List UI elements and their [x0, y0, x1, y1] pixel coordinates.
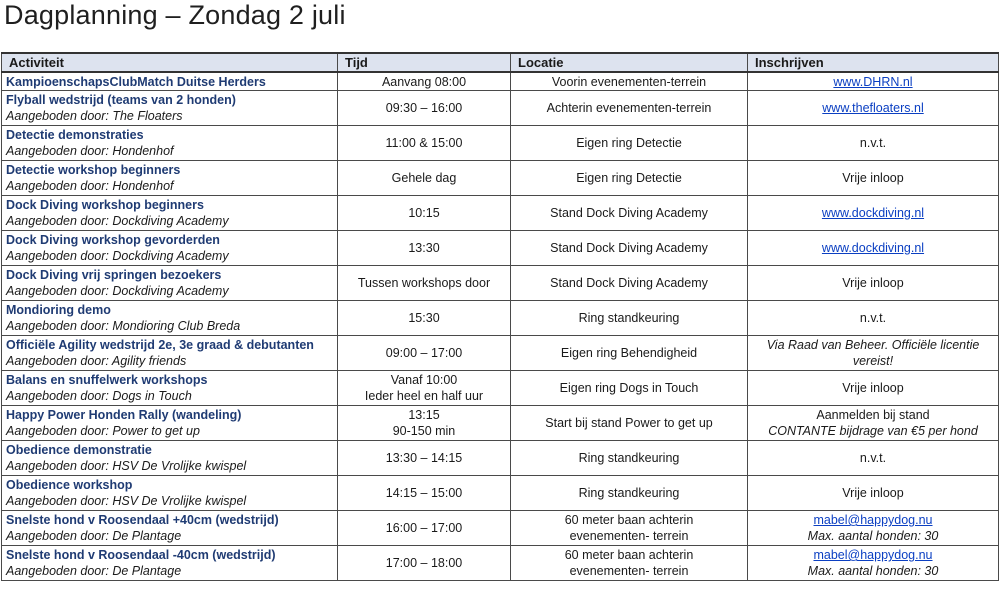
registration-link[interactable]: www.dockdiving.nl — [821, 206, 925, 220]
header-registration: Inschrijven — [748, 53, 999, 72]
table-row — [2, 72, 999, 91]
activity-provider: Aangeboden door: Dockdiving Academy — [6, 284, 229, 298]
location-text: Eigen ring Behendigheid — [560, 346, 698, 360]
location-text: Eigen ring Dogs in Touch — [559, 381, 699, 395]
location-cell — [511, 511, 748, 546]
location-text: evenementen- terrein — [569, 529, 689, 543]
activity-cell — [2, 441, 338, 476]
header-row — [2, 53, 999, 72]
registration-cell — [748, 301, 999, 336]
activity-name: Dock Diving workshop beginners — [6, 198, 204, 212]
activity-provider: Aangeboden door: Dockdiving Academy — [6, 214, 229, 228]
table-row — [2, 266, 999, 301]
time-text: 10:15 — [408, 206, 440, 220]
registration-text: Aanmelden bij stand — [816, 408, 930, 422]
registration-text: n.v.t. — [859, 311, 887, 325]
time-text: 90-150 min — [392, 424, 456, 438]
registration-cell — [748, 476, 999, 511]
activity-name: Dock Diving vrij springen bezoekers — [6, 268, 222, 282]
location-cell — [511, 126, 748, 161]
time-text: 09:00 – 17:00 — [385, 346, 463, 360]
time-text: 13:30 – 14:15 — [385, 451, 463, 465]
registration-text: Max. aantal honden: 30 — [807, 564, 939, 578]
schedule-rows — [2, 72, 999, 581]
time-text: Vanaf 10:00 — [390, 373, 458, 387]
time-text: 17:00 – 18:00 — [385, 556, 463, 570]
activity-cell — [2, 371, 338, 406]
activity-provider: Aangeboden door: Dogs in Touch — [6, 389, 192, 403]
activity-provider: Aangeboden door: De Plantage — [6, 529, 182, 543]
registration-text: Vrije inloop — [842, 276, 904, 290]
activity-provider: Aangeboden door: Mondioring Club Breda — [6, 319, 241, 333]
location-cell — [511, 476, 748, 511]
activity-provider: Aangeboden door: Power to get up — [6, 424, 200, 438]
page-title: Dagplanning – Zondag 2 juli — [4, 0, 346, 30]
registration-cell — [748, 511, 999, 546]
activity-provider: Aangeboden door: Hondenhof — [6, 179, 174, 193]
registration-text: CONTANTE bijdrage van €5 per hond — [768, 424, 978, 438]
registration-cell — [748, 406, 999, 441]
registration-text: Vrije inloop — [842, 381, 904, 395]
time-cell — [338, 441, 511, 476]
registration-text: Vrije inloop — [842, 486, 904, 500]
location-cell — [511, 336, 748, 371]
activity-cell — [2, 301, 338, 336]
table-row — [2, 546, 999, 581]
registration-cell — [748, 91, 999, 126]
location-cell — [511, 91, 748, 126]
location-text: Ring standkeuring — [578, 451, 680, 465]
table-row — [2, 476, 999, 511]
time-text: 09:30 – 16:00 — [385, 101, 463, 115]
activity-provider: Aangeboden door: Dockdiving Academy — [6, 249, 229, 263]
registration-text: n.v.t. — [859, 136, 887, 150]
activity-provider: Aangeboden door: HSV De Vrolijke kwispel — [6, 459, 247, 473]
location-text: Eigen ring Detectie — [576, 171, 682, 185]
time-cell — [338, 72, 511, 91]
location-text: Eigen ring Detectie — [576, 136, 682, 150]
location-cell — [511, 371, 748, 406]
activity-name: Mondioring demo — [6, 303, 111, 317]
schedule-table — [1, 52, 999, 581]
activity-cell — [2, 126, 338, 161]
table-row — [2, 161, 999, 196]
table-row — [2, 371, 999, 406]
table-row — [2, 231, 999, 266]
activity-provider: Aangeboden door: De Plantage — [6, 564, 182, 578]
activity-name: Happy Power Honden Rally (wandeling) — [6, 408, 242, 422]
registration-link[interactable]: www.dockdiving.nl — [821, 241, 925, 255]
location-cell — [511, 161, 748, 196]
registration-text: Max. aantal honden: 30 — [807, 529, 939, 543]
activity-name: Snelste hond v Roosendaal -40cm (wedstrijd) — [6, 548, 276, 562]
time-cell — [338, 91, 511, 126]
registration-text: Via Raad van Beheer. Officiële licentie — [766, 338, 980, 352]
registration-link[interactable]: mabel@happydog.nu — [813, 513, 933, 527]
time-cell — [338, 336, 511, 371]
location-text: Stand Dock Diving Academy — [550, 276, 708, 290]
time-cell — [338, 266, 511, 301]
location-cell — [511, 546, 748, 581]
registration-link[interactable]: www.thefloaters.nl — [822, 101, 924, 115]
time-text: Tussen workshops door — [357, 276, 491, 290]
location-text: Ring standkeuring — [578, 311, 680, 325]
registration-cell — [748, 126, 999, 161]
location-cell — [511, 72, 748, 91]
location-cell — [511, 196, 748, 231]
activity-provider: Aangeboden door: The Floaters — [6, 109, 183, 123]
table-row — [2, 441, 999, 476]
registration-cell — [748, 196, 999, 231]
location-text: evenementen- terrein — [569, 564, 689, 578]
registration-text: vereist! — [852, 354, 894, 368]
activity-name: Dock Diving workshop gevorderden — [6, 233, 220, 247]
location-text: Voorin evenementen-terrein — [551, 74, 707, 89]
time-text: Aanvang 08:00 — [381, 74, 467, 89]
location-cell — [511, 231, 748, 266]
registration-text: Vrije inloop — [842, 171, 904, 185]
header-location: Locatie — [511, 53, 748, 72]
table-row — [2, 91, 999, 126]
registration-cell — [748, 266, 999, 301]
time-cell — [338, 476, 511, 511]
activity-cell — [2, 476, 338, 511]
activity-name: Detectie demonstraties — [6, 128, 144, 142]
registration-text: n.v.t. — [859, 451, 887, 465]
activity-cell — [2, 72, 338, 91]
header-activity: Activiteit — [2, 53, 338, 72]
location-text: Stand Dock Diving Academy — [550, 206, 708, 220]
table-row — [2, 126, 999, 161]
time-cell — [338, 511, 511, 546]
location-cell — [511, 406, 748, 441]
time-cell — [338, 371, 511, 406]
location-text: 60 meter baan achterin — [564, 513, 694, 527]
time-text: 13:15 — [408, 408, 440, 422]
time-cell — [338, 406, 511, 441]
time-text: Ieder heel en half uur — [364, 389, 484, 403]
activity-provider: Aangeboden door: HSV De Vrolijke kwispel — [6, 494, 247, 508]
activity-cell — [2, 231, 338, 266]
time-text: Gehele dag — [391, 171, 457, 185]
time-text: 14:15 – 15:00 — [385, 486, 463, 500]
activity-cell — [2, 511, 338, 546]
location-text: Start bij stand Power to get up — [545, 416, 713, 430]
activity-cell — [2, 161, 338, 196]
time-text: 13:30 — [408, 241, 440, 255]
activity-cell — [2, 91, 338, 126]
activity-name: KampioenschapsClubMatch Duitse Herders — [6, 74, 266, 89]
activity-provider: Aangeboden door: Agility friends — [6, 354, 187, 368]
activity-name: Snelste hond v Roosendaal +40cm (wedstrijd) — [6, 513, 279, 527]
registration-link[interactable]: www.DHRN.nl — [833, 74, 913, 89]
location-text: Ring standkeuring — [578, 486, 680, 500]
table-row — [2, 336, 999, 371]
time-cell — [338, 231, 511, 266]
table-row — [2, 196, 999, 231]
location-text: Stand Dock Diving Academy — [550, 241, 708, 255]
activity-cell — [2, 336, 338, 371]
table-row — [2, 511, 999, 546]
time-cell — [338, 161, 511, 196]
table-row — [2, 301, 999, 336]
activity-name: Obedience demonstratie — [6, 443, 152, 457]
activity-name: Flyball wedstrijd (teams van 2 honden) — [6, 93, 236, 107]
activity-name: Detectie workshop beginners — [6, 163, 181, 177]
time-text: 15:30 — [408, 311, 440, 325]
registration-cell — [748, 231, 999, 266]
registration-cell — [748, 371, 999, 406]
registration-cell — [748, 72, 999, 91]
table-row — [2, 406, 999, 441]
activity-cell — [2, 406, 338, 441]
location-cell — [511, 441, 748, 476]
activity-name: Officiële Agility wedstrijd 2e, 3e graad & debutanten — [6, 338, 314, 352]
activity-cell — [2, 196, 338, 231]
time-cell — [338, 301, 511, 336]
registration-cell — [748, 441, 999, 476]
registration-cell — [748, 546, 999, 581]
location-text: 60 meter baan achterin — [564, 548, 694, 562]
activity-name: Obedience workshop — [6, 478, 133, 492]
time-text: 11:00 & 15:00 — [385, 136, 463, 150]
header-time: Tijd — [338, 53, 511, 72]
location-text: Achterin evenementen-terrein — [546, 101, 712, 115]
time-cell — [338, 546, 511, 581]
time-cell — [338, 196, 511, 231]
registration-cell — [748, 336, 999, 371]
activity-provider: Aangeboden door: Hondenhof — [6, 144, 174, 158]
location-cell — [511, 301, 748, 336]
location-cell — [511, 266, 748, 301]
time-cell — [338, 126, 511, 161]
activity-cell — [2, 546, 338, 581]
activity-cell — [2, 266, 338, 301]
activity-name: Balans en snuffelwerk workshops — [6, 373, 208, 387]
time-text: 16:00 – 17:00 — [385, 521, 463, 535]
registration-link[interactable]: mabel@happydog.nu — [813, 548, 933, 562]
registration-cell — [748, 161, 999, 196]
